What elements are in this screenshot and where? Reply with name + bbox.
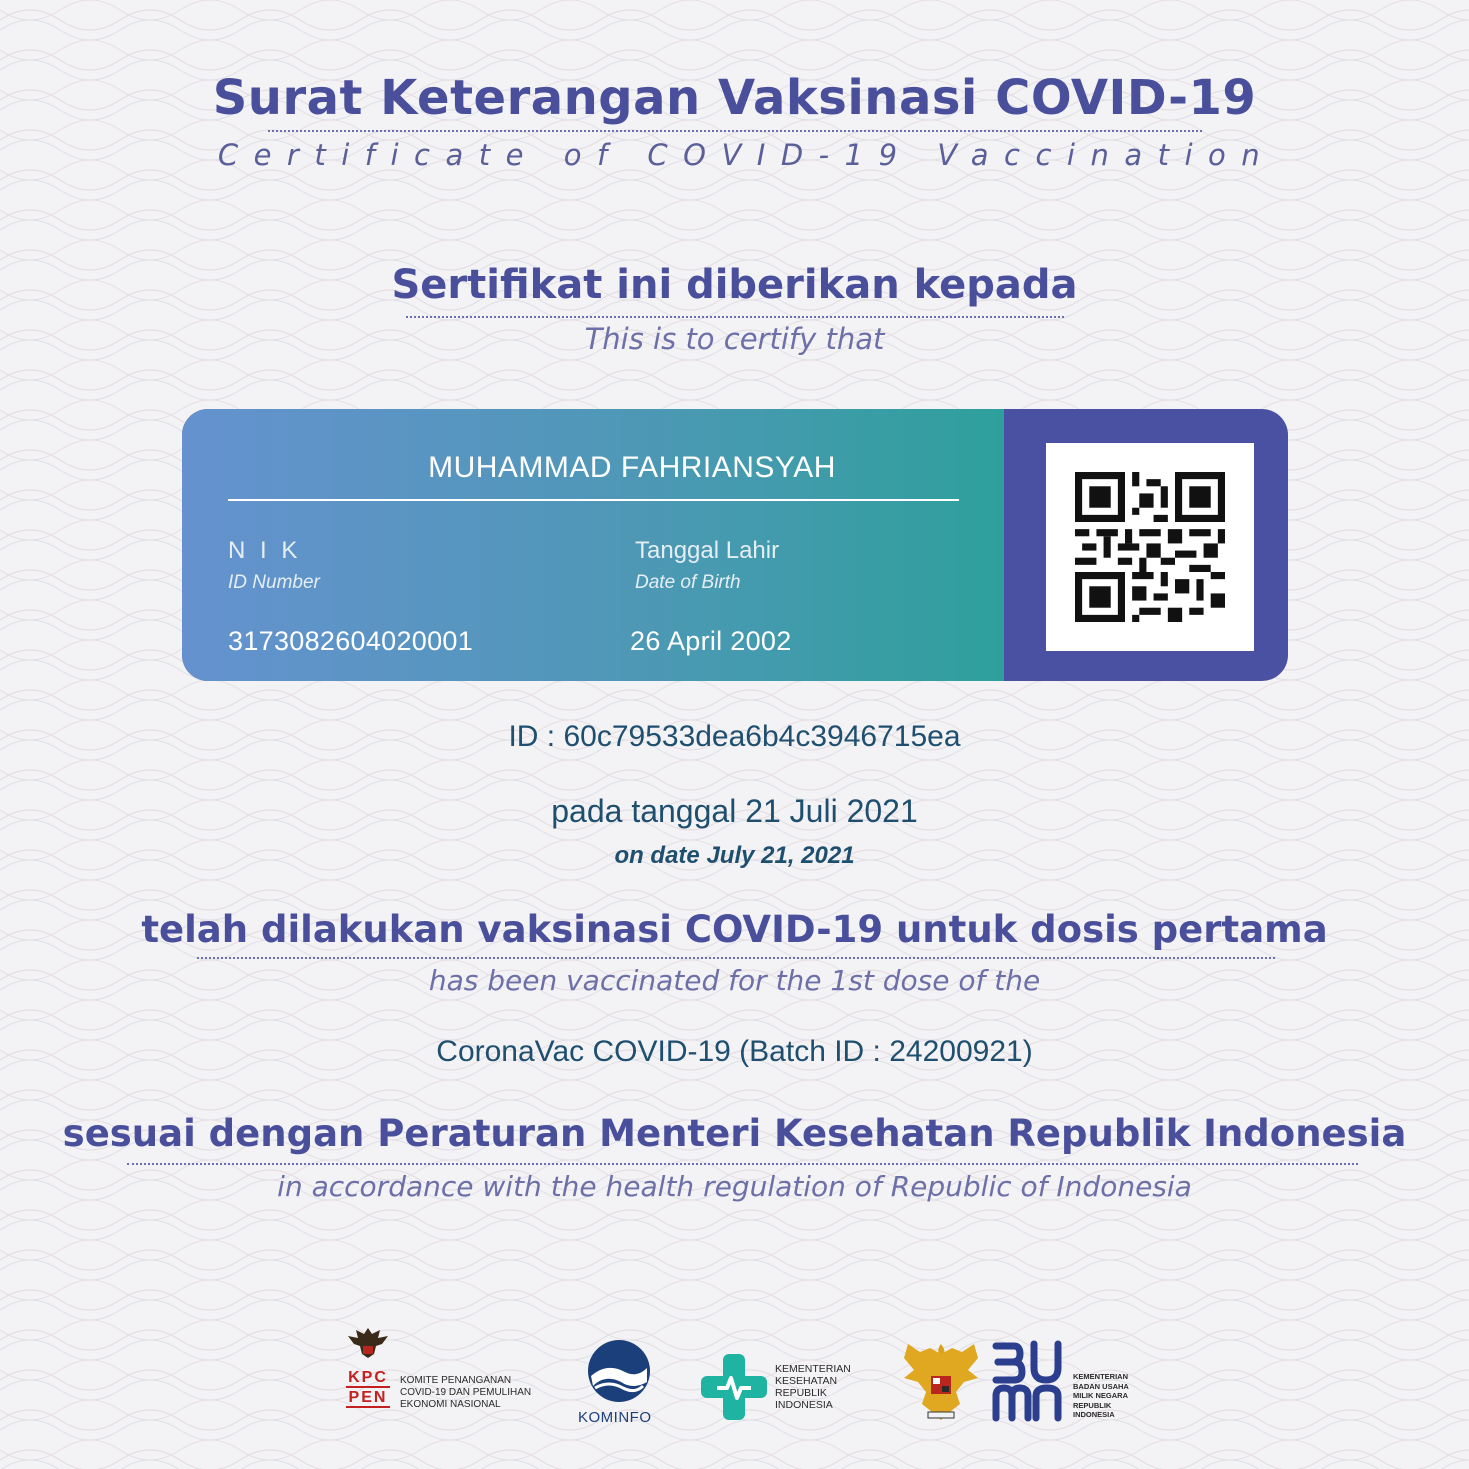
bumn-icon <box>992 1340 1062 1422</box>
regulation-heading: sesuai dengan Peraturan Menteri Kesehatan Republik Indonesia <box>62 1112 1407 1155</box>
holder-info-panel <box>182 409 1004 681</box>
kominfo-icon <box>585 1338 653 1404</box>
kominfo-label: KOMINFO <box>578 1409 652 1426</box>
holder-card <box>182 409 1288 681</box>
kpcpen-label: KOMITE PENANGANAN COVID-19 DAN PEMULIHAN EKONOMI NASIONAL <box>400 1375 532 1410</box>
svg-text:KPC: KPC <box>348 1369 388 1386</box>
dob-label: Tanggal Lahir <box>635 537 780 564</box>
vaccination-date-en: on date July 21, 2021 <box>614 842 855 869</box>
dob-value: 26 April 2002 <box>630 626 792 656</box>
dob-label-en: Date of Birth <box>635 572 741 593</box>
vaccine-name: CoronaVac COVID-19 (Batch ID : 24200921) <box>436 1035 1033 1068</box>
certify-divider <box>406 316 1064 318</box>
garuda-kpcpen-icon <box>342 1326 394 1418</box>
kemenkes-icon <box>699 1352 769 1422</box>
nik-value: 3173082604020001 <box>228 626 474 656</box>
holder-name: MUHAMMAD FAHRIANSYAH <box>428 451 836 484</box>
bumn-label: KEMENTERIAN BADAN USAHA MILIK NEGARA REPUBLIK INDONESIA <box>1073 1372 1129 1419</box>
dose-divider <box>197 957 1275 959</box>
garuda-pancasila-icon <box>900 1340 982 1424</box>
certificate-id: ID : 60c79533dea6b4c3946715ea <box>508 720 961 753</box>
nik-label-en: ID Number <box>228 572 320 593</box>
nik-label: N I K <box>228 537 302 564</box>
certify-subheading: This is to certify that <box>584 322 885 356</box>
dose-subheading: has been vaccinated for the 1st dose of the <box>428 964 1041 997</box>
regulation-divider <box>127 1163 1358 1165</box>
dose-heading: telah dilakukan vaksinasi COVID-19 untuk dosis pertama <box>141 908 1328 951</box>
qr-code <box>1046 443 1254 651</box>
title-divider <box>268 130 1202 132</box>
qr-code-icon <box>1075 472 1225 622</box>
svg-text:PEN: PEN <box>348 1389 388 1406</box>
regulation-subheading: in accordance with the health regulation of Republic of Indonesia <box>277 1170 1192 1203</box>
vaccination-date: pada tanggal 21 Juli 2021 <box>551 793 918 829</box>
certify-heading: Sertifikat ini diberikan kepada <box>391 262 1078 308</box>
kemenkes-label: KEMENTERIAN KESEHATAN REPUBLIK INDONESIA <box>775 1363 851 1411</box>
name-divider <box>228 499 959 501</box>
certificate-title: Surat Keterangan Vaksinasi COVID-19 <box>212 70 1257 126</box>
certificate-subtitle: Certificate of COVID-19 Vaccination <box>217 138 1276 172</box>
